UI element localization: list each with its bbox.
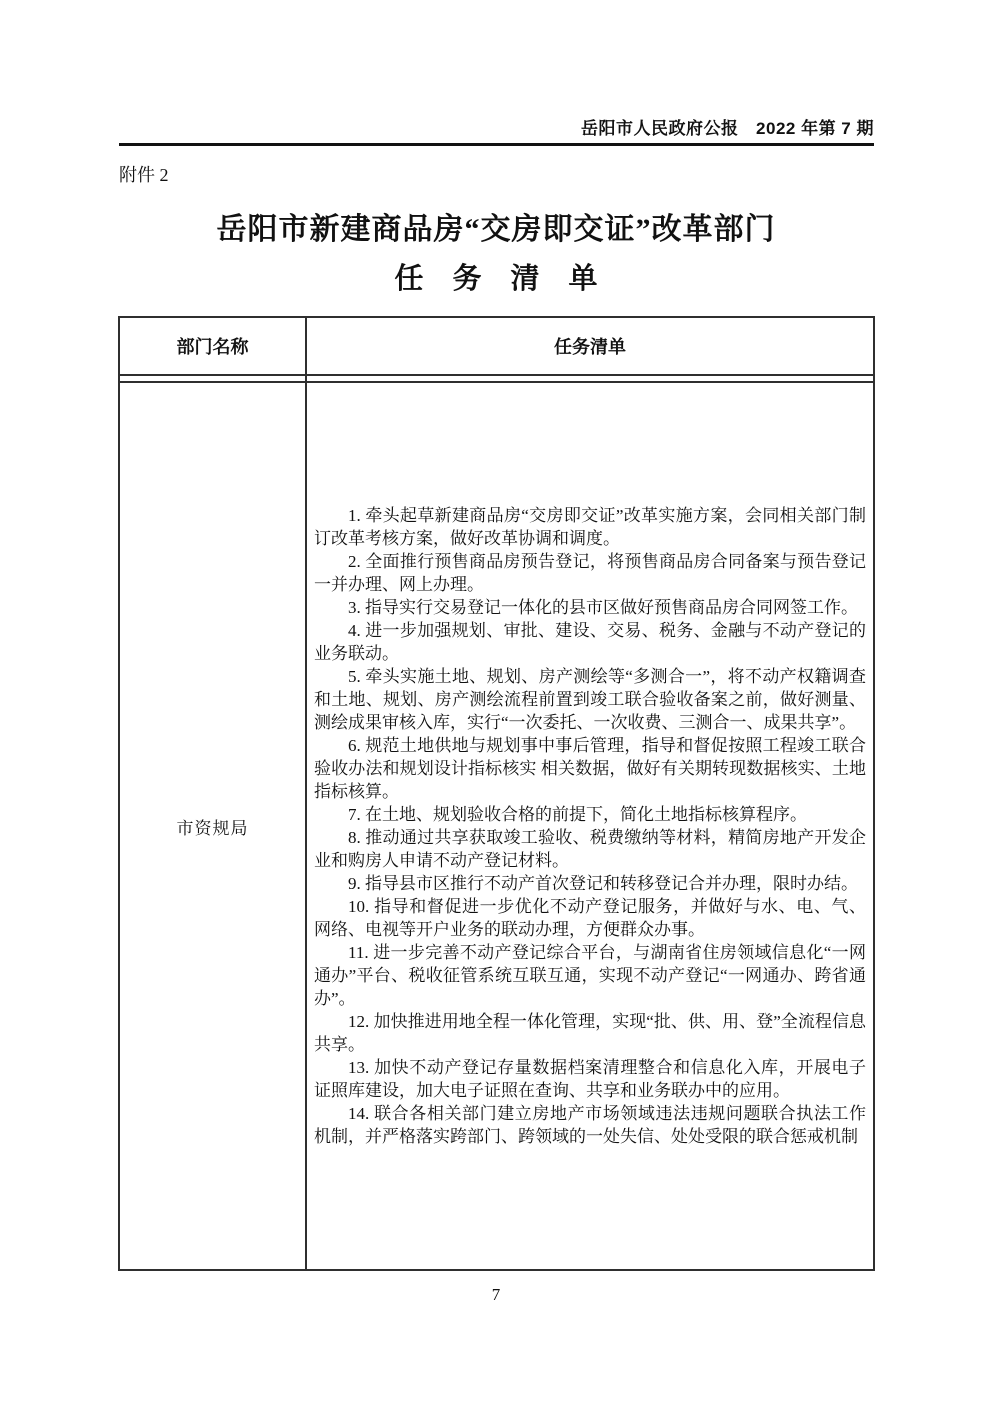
task-item: 11. 进一步完善不动产登记综合平台，与湖南省住房领域信息化“一网通办”平台、税收征管系统互联互通，实现不动产登记“一网通办、跨省通办”。 [314,943,866,1008]
table-header-rule-outer [120,374,873,376]
tasks-table [118,316,875,1271]
task-item: 7. 在土地、规划验收合格的前提下，简化土地指标核算程序。 [348,805,807,824]
attachment-label: 附件 2 [119,165,169,185]
tasks-cell [307,383,873,1269]
task-item: 8. 推动通过共享获取竣工验收、税费缴纳等材料，精简房地产开发企业和购房人申请不动产登记材料。 [314,828,866,870]
page-number: 7 [491,1285,501,1304]
task-item: 9. 指导县市区推行不动产首次登记和转移登记合并办理，限时办结。 [348,874,858,893]
column-header-department: 部门名称 [176,337,249,357]
task-item: 14. 联合各相关部门建立房地产市场领域违法违规问题联合执法工作机制，并严格落实跨部门、跨领域的一处失信、处处受限的联合惩戒机制 [314,1104,866,1146]
task-item: 3. 指导实行交易登记一体化的县市区做好预售商品房合同网签工作。 [348,598,858,617]
task-item: 12. 加快推进用地全程一体化管理，实现“批、供、用、登”全流程信息共享。 [314,1012,866,1054]
task-item: 5. 牵头实施土地、规划、房产测绘等“多测合一”，将不动产权籍调查和土地、规划、房产测绘流程前置到竣工联合验收备案之前，做好测量、测绘成果审核入库，实行“一次委托、一次收费、三测合一、成果共享”。 [314,667,866,732]
task-item: 13. 加快不动产登记存量数据档案清理整合和信息化入库，开展电子证照库建设，加大电子证照在查询、共享和业务联办中的应用。 [314,1058,866,1100]
department-cell: 市资规局 [176,818,249,838]
task-item: 10. 指导和督促进一步优化不动产登记服务，并做好与水、电、气、网络、电视等开户业务的联动办理，方便群众办事。 [314,897,866,939]
task-item: 2. 全面推行预售商品房预告登记，将预售商品房合同备案与预告登记一并办理、网上办理。 [314,552,866,594]
header-rule-line [119,143,874,146]
task-item: 1. 牵头起草新建商品房“交房即交证”改革实施方案，会同相关部门制订改革考核方案，做好改革协调和调度。 [314,506,866,548]
task-item: 4. 进一步加强规划、审批、建设、交易、税务、金融与不动产登记的业务联动。 [314,621,866,663]
document-title-line-2: 任 务 清 单 [394,263,598,295]
running-head: 岳阳市人民政府公报 2022 年第 7 期 [581,119,874,138]
task-item: 6. 规范土地供地与规划事中事后管理，指导和督促按照工程竣工联合验收办法和规划设计指标核实 相关数据，做好有关期转现数据核实、土地指标核算。 [314,736,866,801]
document-title-line-1: 岳阳市新建商品房“交房即交证”改革部门 [216,213,776,246]
column-header-tasks: 任务清单 [554,337,626,357]
